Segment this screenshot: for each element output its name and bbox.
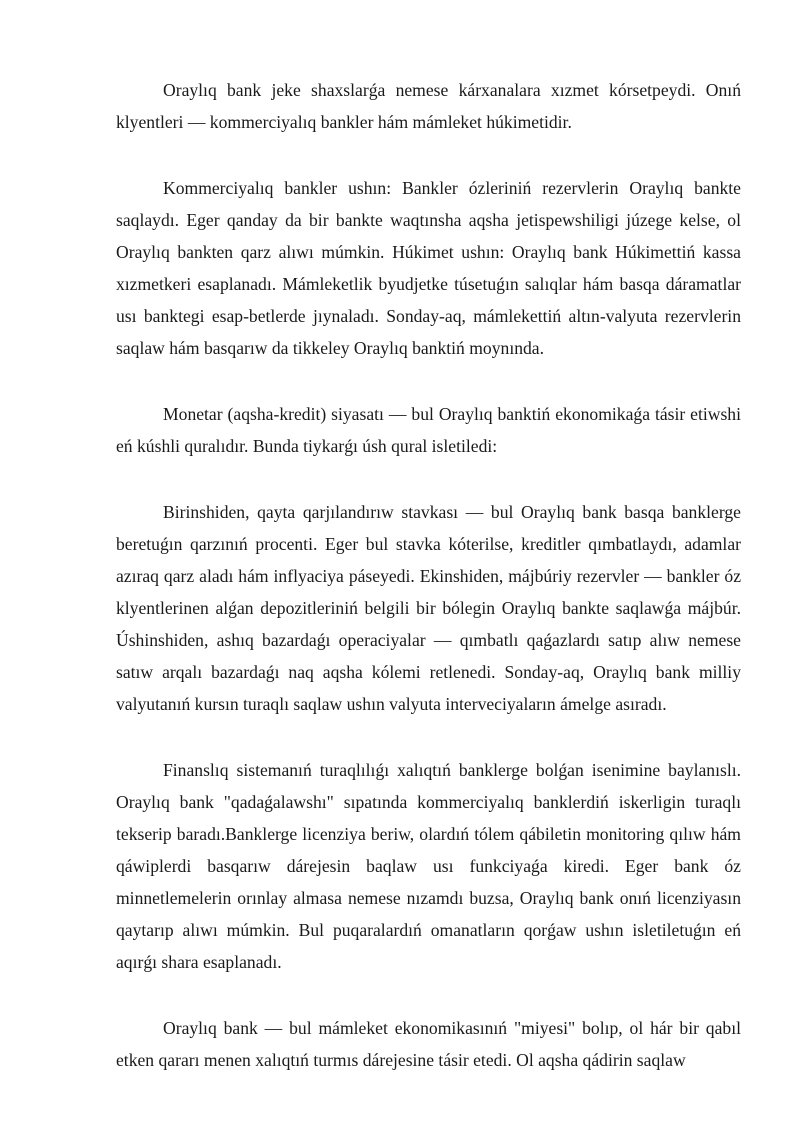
paragraph-2: Kommerciyalıq bankler ushın: Bankler ózleriniń rezervlerin Oraylıq bankte saqlaydı. Eger qanday da bir bankte waqtınsha aqsha jetispewshiligi júzege kelse, ol Oraylıq bankten qarz alıwı múmkin. Húkimet ushın: Oraylıq bank Húkimettiń kassa xızmetkeri esaplanadı. Mámleketlik byudjetke túsetuǵın salıqlar hám basqa dáramatlar usı banktegi esap-betlerde jıynaladı. Sonday-aq, mámlekettiń altın-valyuta rezervlerin saqlaw hám basqarıw da tikkeley Oraylıq banktiń moynında. [116, 178, 741, 358]
paragraph-5: Finanslıq sistemanıń turaqlılıǵı xalıqtıń banklerge bolǵan isenimine baylanıslı. Oraylıq bank "qadaǵalawshı" sıpatında kommerciyalıq banklerdiń iskerligin turaqlı tekserip baradı.Banklerge licenziya beriw, olardıń tólem qábiletin monitoring qılıw hám qáwiplerdi basqarıw dárejesin baqlaw usı funkciyaǵa kiredi. Eger bank óz minnetlemelerin orınlay almasa nemese nızamdı buzsa, Oraylıq bank onıń licenziyasın qaytarıp alıwı múmkin. Bul puqaralardıń omanatların qorǵaw ushın isletiletuǵın eń aqırǵı shara esaplanadı. [116, 760, 741, 972]
paragraph-1: Oraylıq bank jeke shaxslarǵa nemese kárxanalara xızmet kórsetpeydi. Onıń klyentleri — kommerciyalıq bankler hám mámleket húkimetidir. [116, 80, 741, 132]
paragraph-4: Birinshiden, qayta qarjılandırıw stavkası — bul Oraylıq bank basqa banklerge beretuǵın qarzınıń procenti. Eger bul stavka kóterilse, kreditler qımbatlaydı, adamlar azıraq qarz aladı hám inflyaciya páseyedi. Ekinshiden, májbúriy rezervler — bankler óz klyentlerinen alǵan depozitleriniń belgili bir bólegin Oraylıq bankte saqlawǵa májbúr. Úshinshiden, ashıq bazardaǵı operaciyalar — qımbatlı qaǵazlardı satıp alıw nemese satıw arqalı bazardaǵı naq aqsha kólemi retlenedi. Sonday-aq, Oraylıq bank milliy valyutanıń kursın turaqlı saqlaw ushın valyuta interveciyaların ámelge asıradı. [116, 502, 741, 714]
paragraph-3: Monetar (aqsha-kredit) siyasatı — bul Oraylıq banktiń ekonomikaǵa tásir etiwshi eń kúshli quralıdır. Bunda tiykarǵı úsh qural isletiledi: [116, 404, 741, 456]
paragraph-6: Oraylıq bank — bul mámleket ekonomikasınıń "miyesi" bolıp, ol hár bir qabıl etken qararı menen xalıqtıń turmıs dárejesine tásir etedi. Ol aqsha qádirin saqlaw [116, 1018, 741, 1070]
document-body [116, 74, 741, 1110]
